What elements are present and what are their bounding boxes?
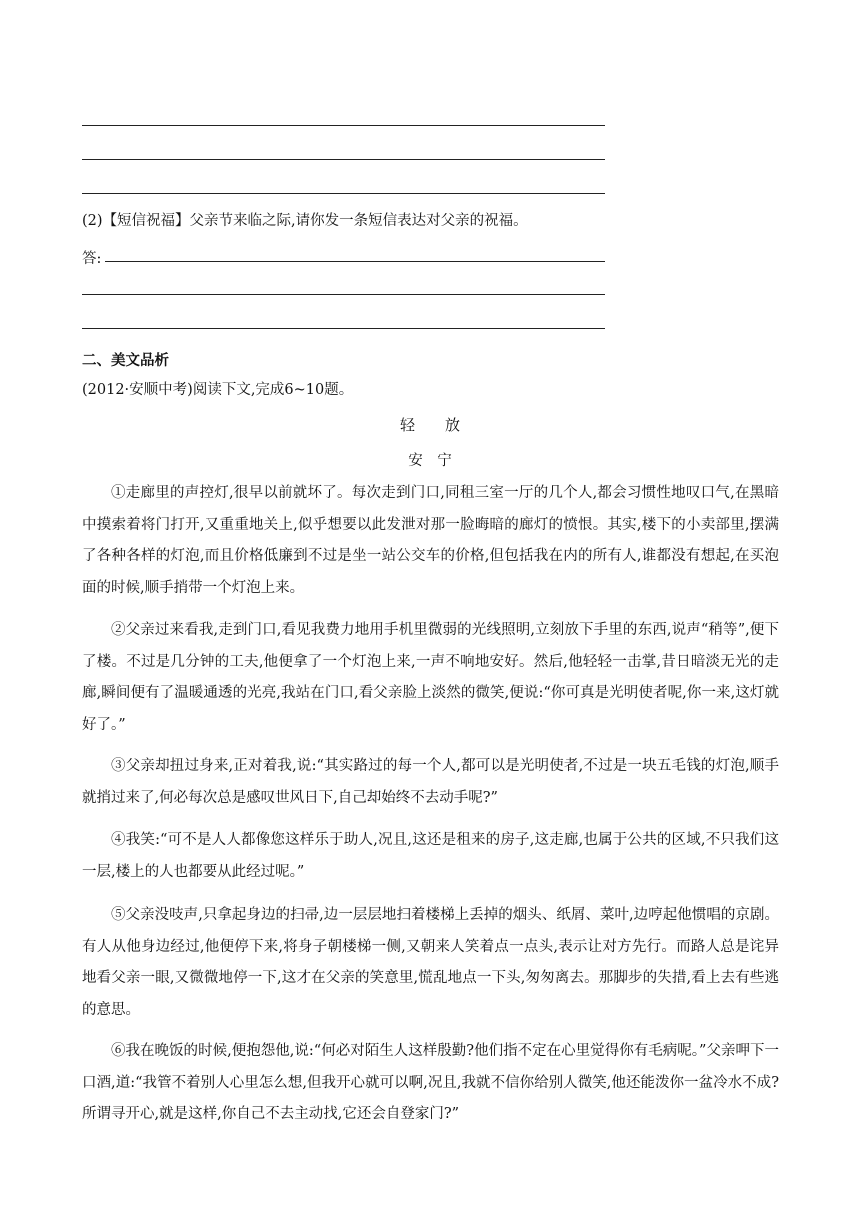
- article-paragraph-6: ⑥我在晚饭的时候,便抱怨他,说:“何必对陌生人这样殷勤?他们指不定在心里觉得你有毛病呢。”父亲呷下一口酒,道:“我管不着别人心里怎么想,但我开心就可以啊,况且,我就不信你给别人微笑,他还能泼你一盆冷水不成?所谓寻开心,就是这样,你自己不去主动找,它还会自登家门?”: [82, 1043, 779, 1122]
- article-author: 安 宁: [408, 453, 452, 469]
- article-title: 轻 放: [399, 416, 460, 434]
- answer-label: 答:: [82, 251, 102, 267]
- answer-line[interactable]: [82, 294, 605, 295]
- section-heading: 二、美文品析: [82, 353, 169, 369]
- answer-line[interactable]: [82, 193, 605, 194]
- article-paragraph-5: ⑤父亲没吱声,只拿起身边的扫帚,边一层层地扫着楼梯上丢掉的烟头、纸屑、菜叶,边哼起他惯唱的京剧。有人从他身边经过,他便停下来,将身子朝楼梯一侧,又朝来人笑着点一点头,表示让对方先行。而路人总是诧异地看父亲一眼,又微微地停一下,这才在父亲的笑意里,慌乱地点一下头,匆匆离去。那脚步的失措,看上去有些逃的意思。: [82, 907, 779, 1018]
- answer-line[interactable]: [82, 159, 605, 160]
- article-paragraph-1: ①走廊里的声控灯,很早以前就坏了。每次走到门口,同租三室一厅的几个人,都会习惯性地叹口气,在黑暗中摸索着将门打开,又重重地关上,似乎想要以此发泄对那一脸晦暗的廊灯的愤恨。其实,楼下的小卖部里,摆满了各种各样的灯泡,而且价格低廉到不过是坐一站公交车的价格,但包括我在内的所有人,谁都没有想起,在买泡面的时候,顺手捎带一个灯泡上来。: [82, 485, 779, 596]
- reading-intro: (2012·安顺中考)阅读下文,完成6~10题。: [82, 382, 354, 398]
- article-paragraph-2: ②父亲过来看我,走到门口,看见我费力地用手机里微弱的光线照明,立刻放下手里的东西,说声“稍等”,便下了楼。不过是几分钟的工夫,他便拿了一个灯泡上来,一声不响地安好。然后,他轻轻一击掌,昔日暗淡无光的走廊,瞬间便有了温暖通透的光亮,我站在门口,看父亲脸上淡然的微笑,便说:“你可真是光明使者呢,你一来,这灯就好了。”: [82, 622, 779, 733]
- article-paragraph-3: ③父亲却扭过身来,正对着我,说:“其实路过的每一个人,都可以是光明使者,不过是一块五毛钱的灯泡,顺手就捎过来了,何必每次总是感叹世风日下,自己却始终不去动手呢?”: [82, 758, 779, 806]
- answer-line[interactable]: [82, 328, 605, 329]
- article-paragraph-4: ④我笑:“可不是人人都像您这样乐于助人,况且,这还是租来的房子,这走廊,也属于公共的区域,不只我们这一层,楼上的人也都要从此经过呢。”: [82, 832, 779, 880]
- question-2-text: (2)【短信祝福】父亲节来临之际,请你发一条短信表达对父亲的祝福。: [82, 213, 528, 229]
- answer-line[interactable]: [105, 261, 605, 262]
- answer-line[interactable]: [82, 125, 605, 126]
